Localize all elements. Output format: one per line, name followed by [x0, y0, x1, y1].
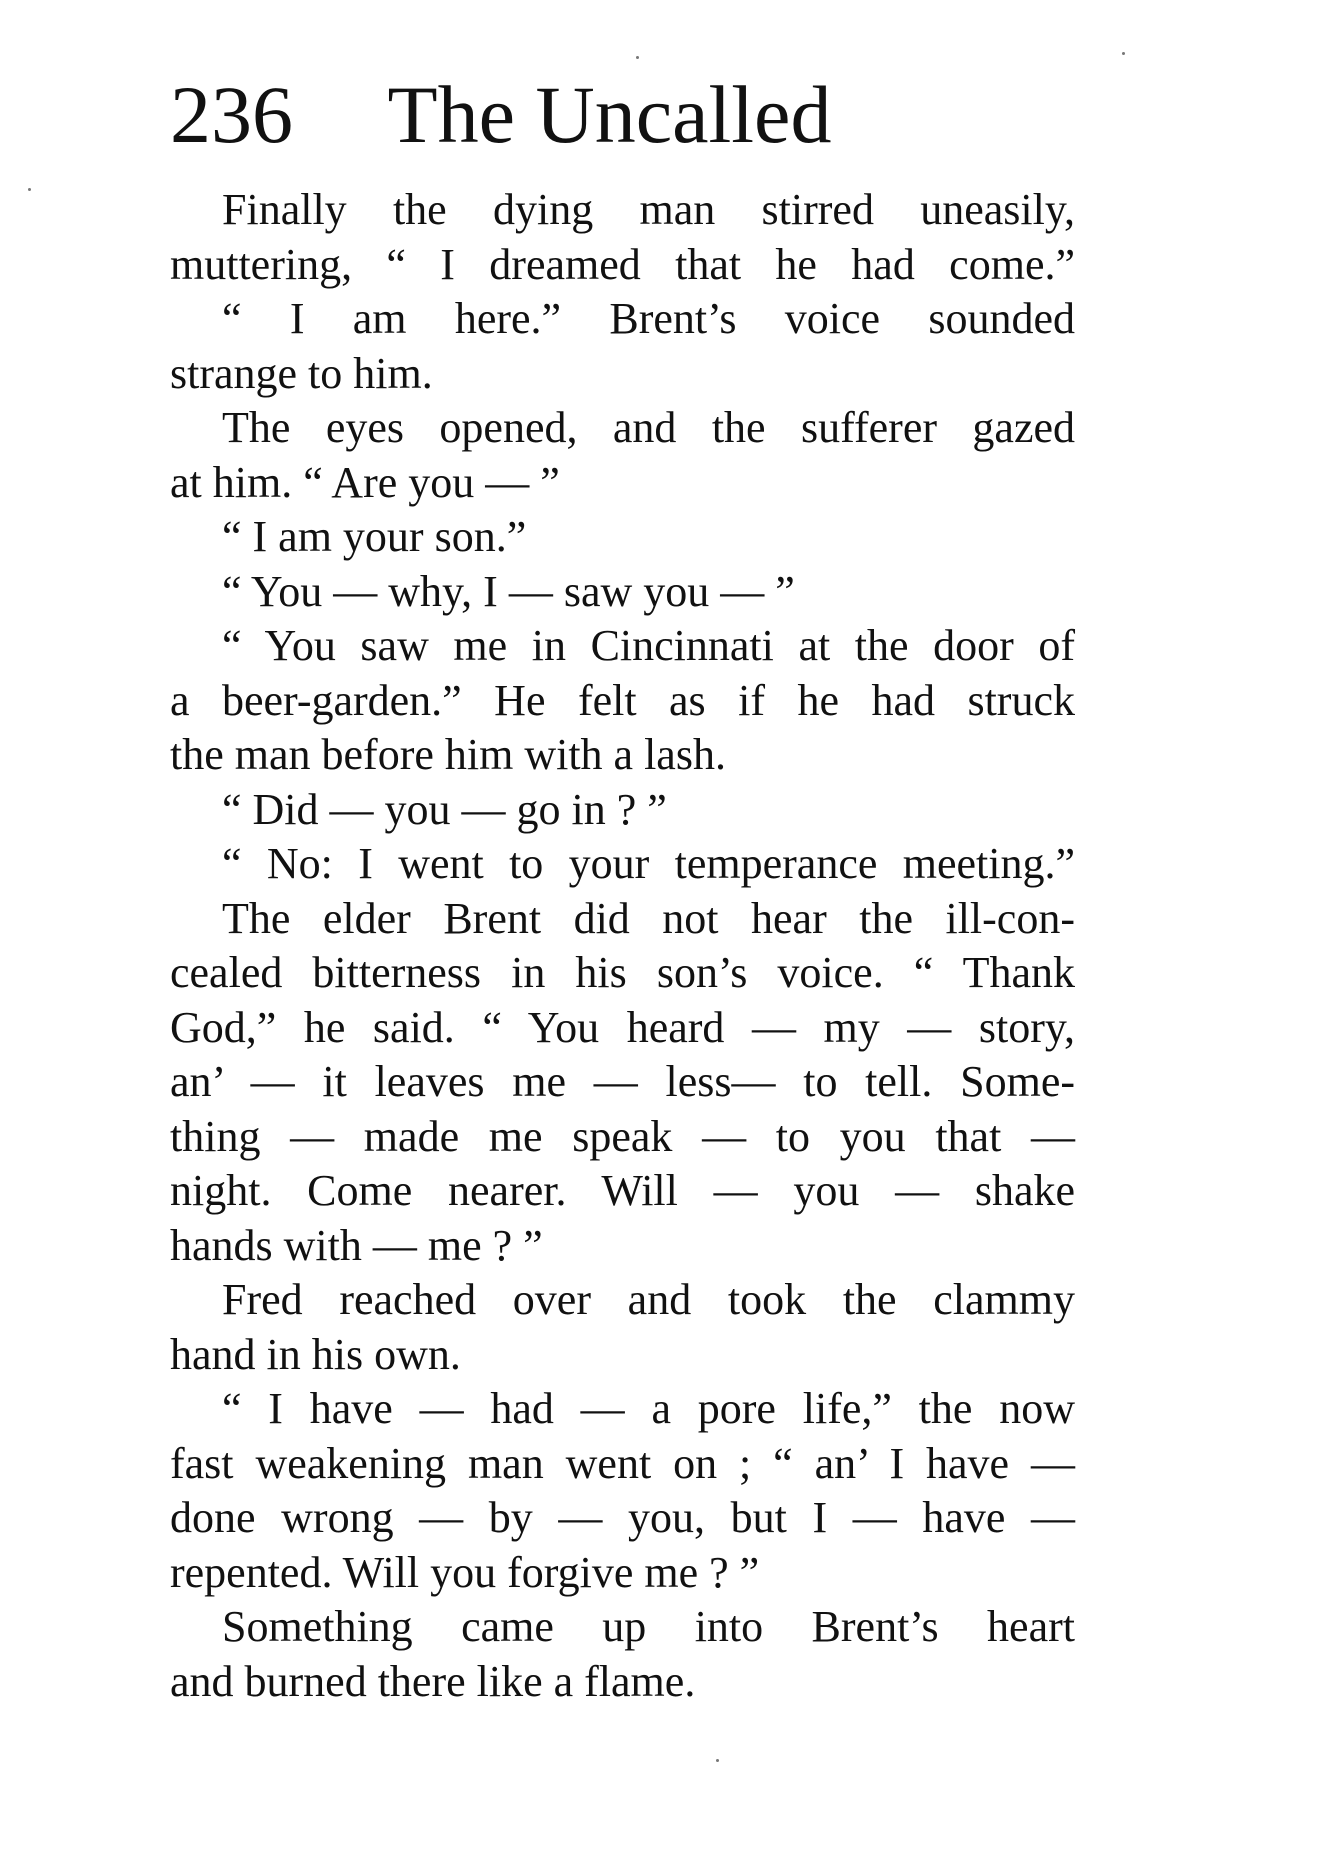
text-line: hand in his own.: [170, 1329, 461, 1379]
running-head: [170, 70, 831, 160]
text-line: “ I have — had — a pore life,” the now: [222, 1384, 1075, 1433]
text-line: a beer-garden.” He felt as if he had struck: [170, 675, 1075, 725]
paper-speck: [1122, 52, 1125, 55]
paper-speck: [716, 1759, 719, 1762]
text-line: “ I am your son.”: [222, 512, 527, 561]
body-text: [170, 183, 1075, 1709]
text-line: Something came up into Brent’s heart: [222, 1602, 1075, 1651]
book-title: The Uncalled: [387, 69, 832, 160]
text-line: hands with — me ? ”: [170, 1220, 543, 1270]
text-line: done wrong — by — you, but I — have —: [170, 1493, 1075, 1542]
paper-speck: [28, 188, 31, 191]
paper-speck: [636, 56, 639, 59]
text-line: strange to him.: [170, 348, 433, 398]
text-line: repented. Will you forgive me ? ”: [170, 1547, 760, 1597]
text-line: thing — made me speak — to you that —: [170, 1111, 1075, 1161]
text-line: the man before him with a lash.: [170, 730, 726, 779]
text-line: cealed bitterness in his son’s voice. “ Thank: [170, 948, 1075, 997]
page-number: 236: [170, 69, 293, 160]
text-line: fast weakening man went on ; “ an’ I have —: [170, 1438, 1075, 1488]
text-line: “ You — why, I — saw you — ”: [222, 566, 795, 616]
text-line: and burned there like a flame.: [170, 1656, 696, 1706]
text-line: The elder Brent did not hear the ill-con-: [222, 893, 1075, 943]
text-line: The eyes opened, and the sufferer gazed: [222, 403, 1075, 452]
text-line: Fred reached over and took the clammy: [222, 1275, 1075, 1324]
text-line: “ No: I went to your temperance meeting.”: [222, 839, 1075, 888]
text-line: “ Did — you — go in ? ”: [222, 784, 667, 834]
text-line: night. Come nearer. Will — you — shake: [170, 1166, 1075, 1215]
text-line: “ You saw me in Cincinnati at the door of: [222, 621, 1075, 670]
text-line: “ I am here.” Brent’s voice sounded: [222, 294, 1075, 343]
text-line: Finally the dying man stirred uneasily,: [222, 185, 1075, 234]
text-line: at him. “ Are you — ”: [170, 457, 560, 507]
text-line: an’ — it leaves me — less— to tell. Some-: [170, 1057, 1075, 1106]
text-line: God,” he said. “ You heard — my — story,: [170, 1002, 1075, 1052]
text-line: muttering, “ I dreamed that he had come.”: [170, 239, 1075, 289]
